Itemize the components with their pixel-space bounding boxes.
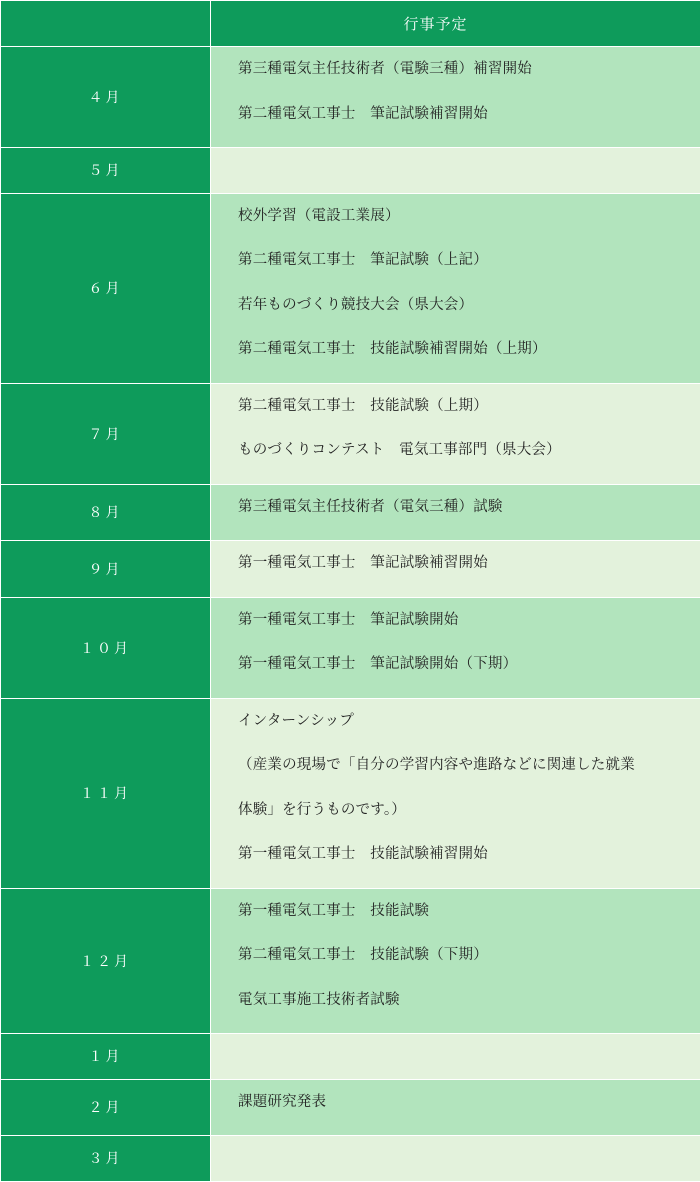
month-cell: １２月 [1,888,211,1034]
event-item: 第二種電気工事士 技能試験（下期） [238,944,700,989]
table-row [1,47,700,148]
event-cell [211,148,700,194]
table-header-row [1,1,700,47]
event-item: 第二種電気工事士 筆記試験（上記） [238,249,700,294]
event-item: 校外学習（電設工業展） [238,205,700,250]
month-cell: ５月 [1,148,211,194]
event-item: 第二種電気工事士 技能試験補習開始（上期） [238,338,700,383]
event-item: 第一種電気工事士 筆記試験開始（下期） [238,653,700,698]
table-row [1,193,700,383]
event-item: ものづくりコンテスト 電気工事部門（県大会） [238,439,700,484]
event-item: 第三種電気主任技術者（電験三種）補習開始 [238,58,700,103]
event-item: 若年ものづくり競技大会（県大会） [238,294,700,339]
event-cell [211,193,700,383]
table-row [1,148,700,194]
event-item: 課題研究発表 [238,1091,700,1136]
month-cell: ９月 [1,541,211,598]
table-row [1,1034,700,1080]
event-item: 第一種電気工事士 技能試験 [238,900,700,945]
month-cell: ３月 [1,1136,211,1182]
event-item: 第一種電気工事士 筆記試験開始 [238,609,700,654]
event-item: 第一種電気工事士 筆記試験補習開始 [238,552,700,597]
event-item: 第二種電気工事士 筆記試験補習開始 [238,103,700,148]
month-cell: １月 [1,1034,211,1080]
event-cell [211,1079,700,1136]
month-cell: ７月 [1,383,211,484]
schedule-body [1,47,700,1182]
event-cell [211,47,700,148]
month-cell: １１月 [1,698,211,888]
event-item: 第二種電気工事士 技能試験（上期） [238,395,700,440]
month-cell: ２月 [1,1079,211,1136]
event-item: 第三種電気主任技術者（電気三種）試験 [238,496,700,541]
event-item: インターンシップ [238,710,700,755]
event-cell [211,597,700,698]
event-cell [211,698,700,888]
table-row [1,484,700,541]
table-row [1,1079,700,1136]
month-cell: ４月 [1,47,211,148]
month-cell: ６月 [1,193,211,383]
table-row [1,597,700,698]
month-cell: ８月 [1,484,211,541]
event-cell [211,888,700,1034]
table-row [1,698,700,888]
event-item: 体験」を行うものです。） [238,799,700,844]
event-item: 第一種電気工事士 技能試験補習開始 [238,843,700,888]
event-cell [211,541,700,598]
table-row [1,888,700,1034]
event-item: 電気工事施工技術者試験 [238,989,700,1034]
event-cell [211,1136,700,1182]
month-column-header [1,1,211,47]
month-cell: １０月 [1,597,211,698]
table-row [1,383,700,484]
event-cell [211,383,700,484]
table-row [1,1136,700,1182]
event-column-header: 行事予定 [211,1,700,47]
event-cell [211,484,700,541]
table-row [1,541,700,598]
event-item: （産業の現場で「自分の学習内容や進路などに関連した就業 [238,754,700,799]
event-cell [211,1034,700,1080]
